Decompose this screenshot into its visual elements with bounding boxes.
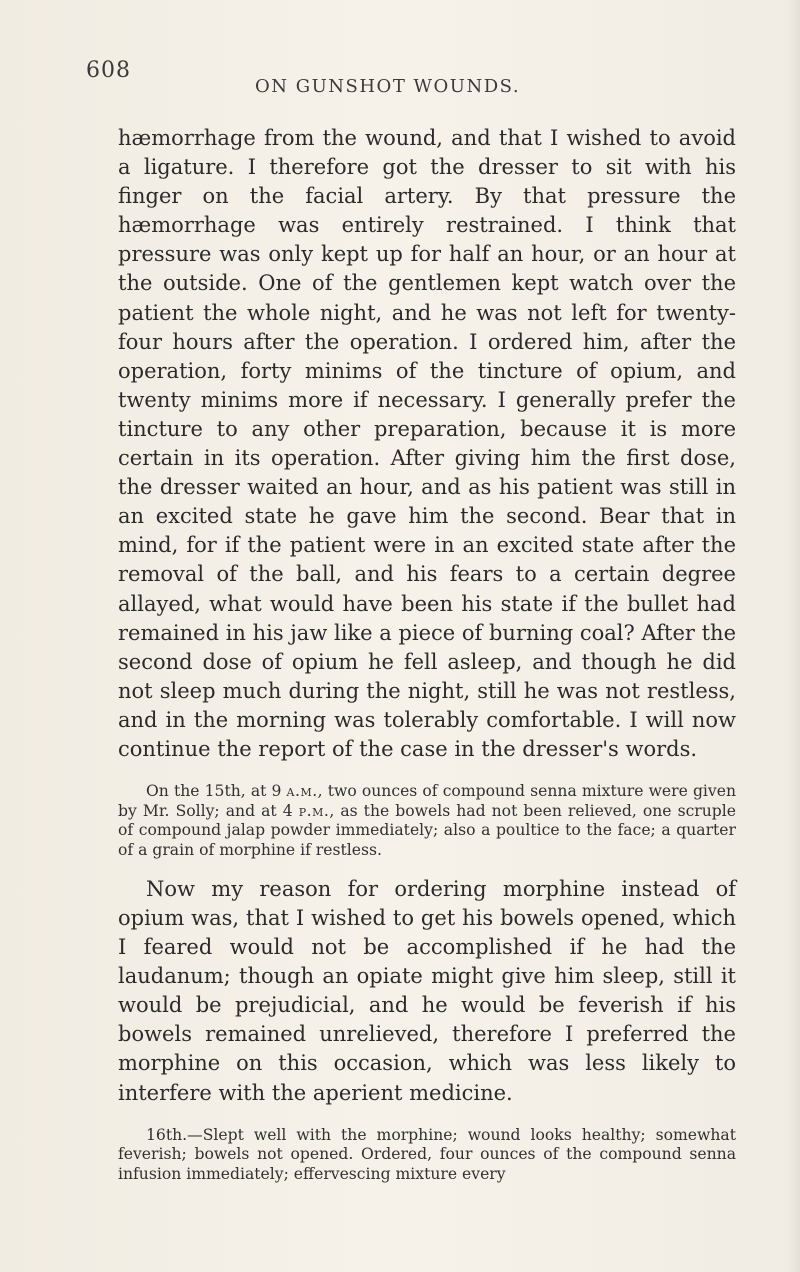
- time-pm: p.m.: [298, 801, 330, 820]
- case-note-16th: 16th.—Slept well with the morphine; wound looks healthy; somewhat feverish; bowels not opened. Ordered, four ounces of the compound senna infusion immediately; effervescing mixture every: [118, 1125, 736, 1184]
- page-header: [0, 58, 800, 98]
- case-note-15th: [118, 782, 736, 861]
- paragraph-morphine-reason: Now my reason for ordering morphine instead of opium was, that I wished to get his bowels opened, which I feared would not be accomplished if he had the laudanum; though an opiate might give him sleep, still it would be prejudicial, and he would be feverish if his bowels remained unrelieved, therefore I preferred the morphine on this occasion, which was less likely to interfere with the aperient medicine.: [118, 876, 736, 1105]
- body-text: [118, 124, 736, 1199]
- note-text: On the 15th, at 9: [146, 782, 287, 801]
- note-text: , as the bowels had not been relieved, one scruple of compound jalap powder immediately; also a poultice to the face; a quarter of a grain of morphine if restless.: [118, 801, 736, 860]
- page-edge-shadow: [788, 0, 800, 1272]
- page-number: 608: [86, 58, 131, 83]
- running-head: ON GUNSHOT WOUNDS.: [255, 76, 521, 97]
- paragraph-continued: hæmorrhage from the wound, and that I wished to avoid a ligature. I therefore got the dresser to sit with his finger on the facial artery. By that pressure the hæmorrhage was entirely restrained. I think that pressure was only kept up for half an hour, or an hour at the outside. One of the gentlemen kept watch over the patient the whole night, and he was not left for twenty-four hours after the operation. I ordered him, after the operation, forty minims of the tincture of opium, and twenty minims more if necessary. I generally prefer the tincture to any other preparation, because it is more certain in its operation. After giving him the first dose, the dresser waited an hour, and as his patient was still in an excited state he gave him the second. Bear that in mind, for if the patient were in an excited state after the removal of the ball, and his fears to a certain degree allayed, what would have been his state if the bullet had remained in his jaw like a piece of burning coal? After the second dose of opium he fell asleep, and though he did not sleep much during the night, still he was not restless, and in the morning was tolerably comfortable. I will now continue the report of the case in the dresser's words.: [118, 126, 736, 761]
- note-text: , two ounces of compound senna mixture were given by Mr. Solly; and at 4: [118, 782, 736, 820]
- time-am: a.m.: [286, 782, 318, 801]
